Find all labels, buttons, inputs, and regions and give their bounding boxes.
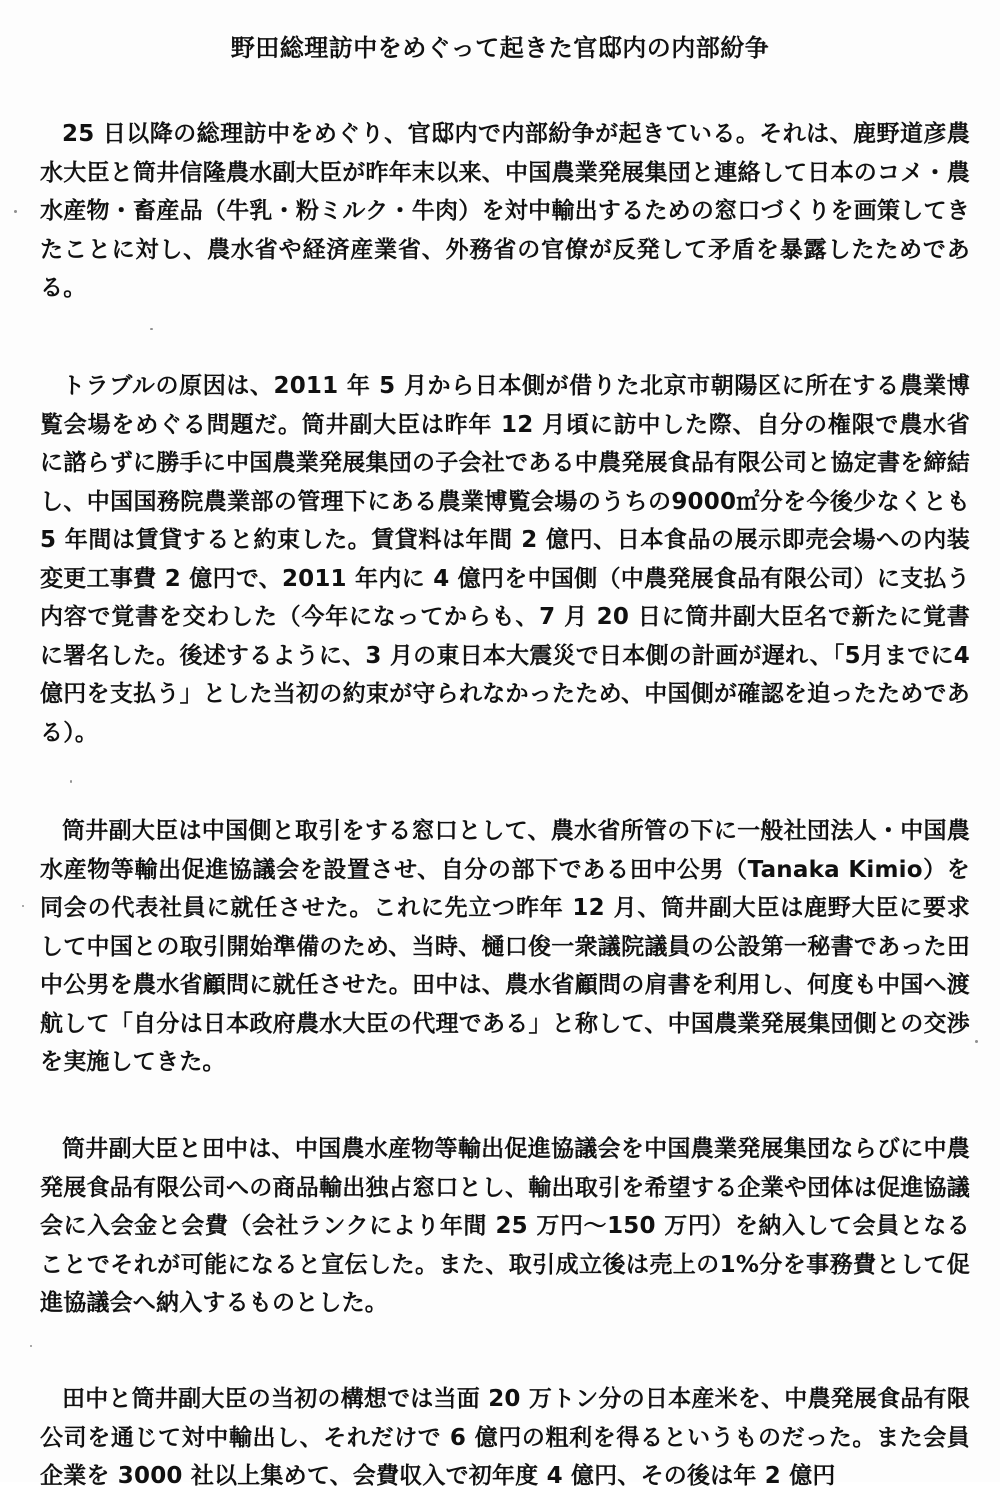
document-title: 野田総理訪中をめぐって起きた官邸内の内部紛争 <box>230 34 770 62</box>
scan-speck <box>30 1345 32 1347</box>
scan-speck <box>150 328 153 330</box>
scan-speck <box>22 905 24 907</box>
paragraph-1: 25 日以降の総理訪中をめぐり、官邸内で内部紛争が起きている。それは、鹿野道彦農水大臣と筒井信隆農水副大臣が昨年末以来、中国農業発展集団と連絡して日本のコメ・農水産物・畜産品（牛乳・粉ミルク・牛肉）を対中輸出するための窓口づくりを画策してきたことに対し、農水省や経済産業省、外務省の官僚が反発して矛盾を暴露したためである。 <box>40 121 970 301</box>
paragraph-4: 筒井副大臣と田中は、中国農水産物等輸出促進協議会を中国農業発展集団ならびに中農発展食品有限公司への商品輸出独占窓口とし、輸出取引を希望する企業や団体は促進協議会に入会金と会費（会社ランクにより年間 25 万円～150 万円）を納入して会員となることでそれが可能になると宣伝した。また、取引成立後は売上の1%分を事務費として促進協議会へ納入するものとした。 <box>40 1136 970 1316</box>
paragraph-2: トラブルの原因は、2011 年 5 月から日本側が借りた北京市朝陽区に所在する農業博覧会場をめぐる問題だ。筒井副大臣は昨年 12 月頃に訪中した際、自分の権限で農水省に諮らずに勝手に中国農業発展集団の子会社である中農発展食品有限公司と協定書を締結し、中国国務院農業部の管理下にある農業博覧会場のうちの9000㎡分を今後少なくとも5 年間は賃貸すると約束した。賃貸料は年間 2 億円、日本食品の展示即売会場への内装変更工事費 2 億円で、2011 年内に 4 億円を中国側（中農発展食品有限公司）に支払う内容で覚書を交わした（今年になってからも、7 月 20 日に筒井副大臣名で新たに覚書に署名した。後述するように、3 月の東日本大震災で日本側の計画が遅れ、「5月までに4億円を支払う」とした当初の約束が守られなかったため、中国側が確認を迫ったためである）。 <box>40 373 970 746</box>
scan-speck <box>70 780 72 783</box>
paragraph-3: 筒井副大臣は中国側と取引をする窓口として、農水省所管の下に一般社団法人・中国農水産物等輸出促進協議会を設置させ、自分の部下である田中公男（Tanaka Kimio）を同会の代表社員に就任させた。これに先立つ昨年 12 月、筒井副大臣は鹿野大臣に要求して中国との取引開始準備のため、当時、樋口俊一衆議院議員の公設第一秘書であった田中公男を農水省顧問に就任させた。田中は、農水省顧問の肩書を利用し、何度も中国へ渡航して「自分は日本政府農水大臣の代理である」と称して、中国農業発展集団側との交渉を実施してきた。 <box>40 818 970 1075</box>
scan-speck <box>14 210 17 213</box>
paragraph-5: 田中と筒井副大臣の当初の構想では当面 20 万トン分の日本産米を、中農発展食品有限公司を通じて対中輸出し、それだけで 6 億円の粗利を得るというものだった。また会員企業を 3000 社以上集めて、会費収入で初年度 4 億円、その後は年 2 億円 <box>40 1386 970 1489</box>
scan-speck <box>975 1040 978 1043</box>
